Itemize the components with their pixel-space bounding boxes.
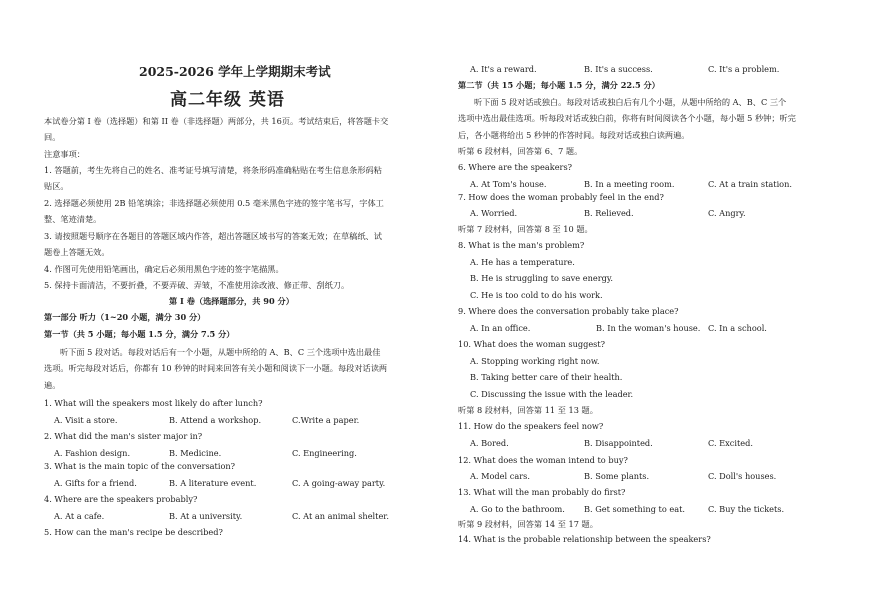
option-c: C. He is too cold to do his work. (470, 290, 603, 300)
option-c: C. It's a problem. (708, 64, 780, 74)
option-c: C. Engineering. (292, 448, 357, 458)
section-heading: 第二节（共 15 小题；每小题 1.5 分，满分 22.5 分） (458, 80, 660, 90)
material-line: 听第 8 段材料，回答第 11 至 13 题。 (458, 405, 598, 415)
option-b: B. He is struggling to save energy. (470, 273, 613, 283)
option-c: C. Discussing the issue with the leader. (470, 389, 634, 399)
option-a: A. Stopping working right now. (470, 356, 600, 366)
notice-item: 4. 作图可先使用铅笔画出，确定后必须用黑色字迹的签字笔描黑。 (44, 264, 284, 274)
material-line: 听第 9 段材料，回答第 14 至 17 题。 (458, 519, 598, 529)
question-stem: 3. What is the main topic of the conversation? (44, 461, 236, 471)
option-c: C. Doll's houses. (708, 471, 777, 481)
part-heading: 第一部分 听力（1~20 小题，满分 30 分） (44, 312, 206, 322)
option-b: B. Medicine. (169, 448, 222, 458)
question-stem: 6. Where are the speakers? (458, 162, 573, 172)
option-c: C. In a school. (708, 323, 767, 333)
notice-item: 1. 答题前，考生先将自己的姓名、准考证号填写清楚，将条形码准确粘贴在考生信息条形码粘 (44, 165, 382, 175)
notice-item: 5. 保持卡面清洁，不要折叠，不要弄破、弄皱，不准使用涂改液、修正带、刮纸刀。 (44, 280, 350, 290)
option-b: B. In the woman's house. (596, 323, 701, 333)
exam-title: 2025-2026 学年上学期期末考试 (139, 64, 331, 79)
notice-item: 贴区。 (44, 181, 69, 191)
option-c: C. A going-away party. (292, 478, 386, 488)
question-stem: 13. What will the man probably do first? (458, 487, 626, 497)
option-b: B. A literature event. (169, 478, 257, 488)
option-b: B. Attend a workshop. (169, 415, 262, 425)
directions-line: 选项中选出最佳选项。听每段对话或独白前，你将有时间阅读各个小题，每小题 5 秒钟；听完 (458, 113, 796, 123)
directions-line: 选项。听完每段对话后，你都有 10 秒钟的时间来回答有关小题和阅读下一小题。每段对话读两 (44, 363, 388, 373)
material-line: 听第 7 段材料，回答第 8 至 10 题。 (458, 224, 593, 234)
directions-line: 遍。 (44, 380, 61, 390)
option-c: C. Excited. (708, 438, 753, 448)
option-c: C. Buy the tickets. (708, 504, 785, 514)
option-a: A. Fashion design. (54, 448, 131, 458)
question-stem: 9. Where does the conversation probably take place? (458, 306, 679, 316)
directions-line: 后，各小题将给出 5 秒钟的作答时间。每段对话或独白读两遍。 (458, 130, 690, 140)
question-stem: 4. Where are the speakers probably? (44, 494, 198, 504)
material-line: 听第 6 段材料，回答第 6、7 题。 (458, 146, 583, 156)
option-a: A. It's a reward. (470, 64, 537, 74)
intro-line: 回。 (44, 132, 61, 142)
option-a: A. Model cars. (470, 471, 530, 481)
option-a: A. Go to the bathroom. (470, 504, 565, 514)
option-a: A. Bored. (470, 438, 509, 448)
option-a: A. Worried. (470, 208, 518, 218)
directions-line: 听下面 5 段对话。每段对话后有一个小题，从题中所给的 A、B、C 三个选项中选出最佳 (60, 347, 381, 357)
question-stem: 11. How do the speakers feel now? (458, 421, 604, 431)
question-stem: 14. What is the probable relationship between the speakers? (458, 534, 711, 544)
option-b: B. Relieved. (584, 208, 634, 218)
option-b: B. At a university. (169, 511, 243, 521)
option-c: C. Angry. (708, 208, 746, 218)
option-a: A. In an office. (470, 323, 531, 333)
question-stem: 10. What does the woman suggest? (458, 339, 606, 349)
subject-title: 高二年级 英语 (170, 90, 285, 110)
notice-item: 3. 请按照题号顺序在各题目的答题区域内作答，超出答题区域书写的答案无效；在草稿纸、试 (44, 231, 382, 241)
option-b: B. Disappointed. (584, 438, 653, 448)
volume-heading: 第 I 卷（选择题部分，共 90 分） (169, 296, 294, 306)
notice-heading: 注意事项： (44, 149, 85, 159)
option-b: B. In a meeting room. (584, 179, 675, 189)
option-b: B. It's a success. (584, 64, 653, 74)
option-a: A. At a cafe. (54, 511, 105, 521)
question-stem: 12. What does the woman intend to buy? (458, 455, 628, 465)
notice-item: 2. 选择题必须使用 2B 铅笔填涂；非选择题必须使用 0.5 毫米黑色字迹的签字笔书写，字体工 (44, 198, 384, 208)
notice-item: 题卷上答题无效。 (44, 247, 110, 257)
section-heading: 第一节（共 5 小题；每小题 1.5 分，满分 7.5 分） (44, 329, 235, 339)
directions-line: 听下面 5 段对话或独白。每段对话或独白后有几个小题，从题中所给的 A、B、C 三个 (474, 97, 787, 107)
option-a: A. He has a temperature. (470, 257, 575, 267)
option-a: A. Visit a store. (54, 415, 118, 425)
question-stem: 5. How can the man's recipe be described? (44, 527, 223, 537)
option-b: B. Some plants. (584, 471, 650, 481)
option-a: A. At Tom's house. (470, 179, 547, 189)
option-b: B. Taking better care of their health. (470, 372, 623, 382)
notice-item: 整、笔迹清楚。 (44, 214, 102, 224)
option-c: C. At a train station. (708, 179, 792, 189)
intro-line: 本试卷分第 I 卷（选择题）和第 II 卷（非选择题）两部分，共 16页。考试结束后，将答题卡交 (44, 116, 389, 126)
option-a: A. Gifts for a friend. (54, 478, 137, 488)
option-c: C. At an animal shelter. (292, 511, 389, 521)
question-stem: 7. How does the woman probably feel in the end? (458, 192, 664, 202)
question-stem: 2. What did the man's sister major in? (44, 431, 203, 441)
question-stem: 1. What will the speakers most likely do after lunch? (44, 398, 263, 408)
question-stem: 8. What is the man's problem? (458, 240, 585, 250)
option-b: B. Get something to eat. (584, 504, 685, 514)
option-c: C.Write a paper. (292, 415, 360, 425)
